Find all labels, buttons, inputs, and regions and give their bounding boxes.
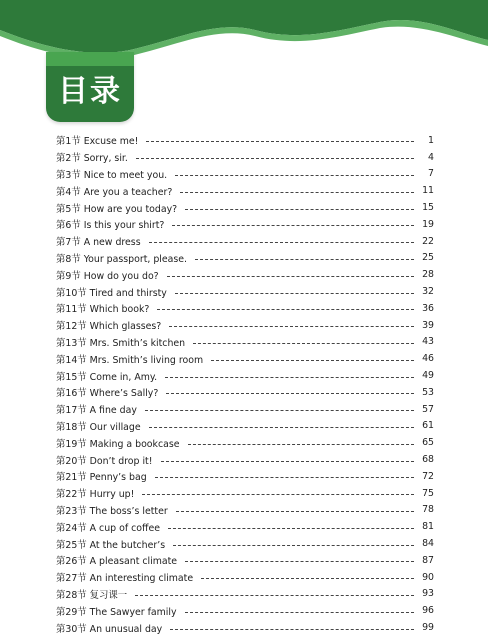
- toc-entry-title: 第11节 Which book?: [56, 304, 150, 316]
- toc-leader-dashes: [149, 426, 414, 428]
- toc-entry[interactable]: [56, 619, 434, 636]
- toc-leader-dashes: [176, 510, 414, 512]
- toc-leader-dashes: [165, 376, 414, 378]
- toc-entry-title: 第1节 Excuse me!: [56, 136, 139, 148]
- toc-entry-page-number: 75: [422, 487, 434, 499]
- toc-leader-dashes: [172, 224, 414, 226]
- toc-entry[interactable]: [56, 384, 434, 401]
- toc-entry[interactable]: [56, 300, 434, 317]
- toc-entry[interactable]: [56, 418, 434, 435]
- toc-entry[interactable]: [56, 552, 434, 569]
- toc-entry-title: 第28节 复习课一: [56, 589, 128, 601]
- toc-leader-dashes: [185, 208, 414, 210]
- title-tab: [46, 52, 134, 122]
- toc-entry[interactable]: [56, 166, 434, 183]
- toc-entry-page-number: 1: [428, 134, 434, 146]
- toc-entry-title: 第26节 A pleasant climate: [56, 556, 178, 568]
- toc-entry[interactable]: [56, 451, 434, 468]
- toc-leader-dashes: [146, 140, 414, 142]
- toc-entry[interactable]: [56, 569, 434, 586]
- toc-leader-dashes: [169, 325, 414, 327]
- toc-entry[interactable]: [56, 283, 434, 300]
- toc-entry-page-number: 49: [422, 370, 434, 382]
- toc-leader-dashes: [185, 611, 414, 613]
- toc-entry-page-number: 78: [422, 504, 434, 516]
- toc-entry[interactable]: [56, 535, 434, 552]
- toc-leader-dashes: [195, 258, 414, 260]
- toc-entry-page-number: 65: [422, 437, 434, 449]
- toc-entry-title: 第4节 Are you a teacher?: [56, 186, 173, 198]
- toc-entry-title: 第22节 Hurry up!: [56, 489, 135, 501]
- toc-entry-page-number: 32: [422, 286, 434, 298]
- table-of-contents: [56, 132, 434, 636]
- toc-leader-dashes: [166, 392, 414, 394]
- toc-entry-title: 第27节 An interesting climate: [56, 573, 194, 585]
- toc-leader-dashes: [136, 157, 414, 159]
- toc-leader-dashes: [167, 275, 414, 277]
- toc-entry-page-number: 28: [422, 269, 434, 281]
- toc-leader-dashes: [145, 409, 414, 411]
- toc-entry[interactable]: [56, 518, 434, 535]
- toc-entry-page-number: 22: [422, 235, 434, 247]
- toc-entry[interactable]: [56, 182, 434, 199]
- toc-entry-title: 第25节 At the butcher’s: [56, 539, 166, 551]
- toc-entry[interactable]: [56, 602, 434, 619]
- toc-entry[interactable]: [56, 586, 434, 603]
- toc-leader-dashes: [168, 527, 414, 529]
- toc-entry[interactable]: [56, 367, 434, 384]
- toc-leader-dashes: [211, 359, 414, 361]
- toc-entry-page-number: 68: [422, 454, 434, 466]
- toc-leader-dashes: [155, 476, 414, 478]
- toc-entry-title: 第2节 Sorry, sir.: [56, 153, 128, 165]
- toc-entry-title: 第23节 The boss’s letter: [56, 505, 168, 517]
- toc-leader-dashes: [175, 174, 414, 176]
- toc-entry[interactable]: [56, 434, 434, 451]
- toc-entry-page-number: 96: [422, 605, 434, 617]
- toc-entry-page-number: 36: [422, 302, 434, 314]
- toc-entry-page-number: 53: [422, 386, 434, 398]
- toc-entry-page-number: 99: [422, 622, 434, 633]
- toc-entry[interactable]: [56, 334, 434, 351]
- toc-entry-title: 第7节 A new dress: [56, 237, 141, 249]
- toc-leader-dashes: [193, 342, 414, 344]
- toc-entry[interactable]: [56, 233, 434, 250]
- toc-entry-page-number: 4: [428, 151, 434, 163]
- toc-entry-page-number: 11: [422, 185, 434, 197]
- toc-entry-title: 第16节 Where’s Sally?: [56, 388, 159, 400]
- toc-entry-page-number: 7: [428, 168, 434, 180]
- toc-entry-page-number: 72: [422, 470, 434, 482]
- toc-entry[interactable]: [56, 485, 434, 502]
- toc-leader-dashes: [142, 493, 414, 495]
- toc-entry-title: 第21节 Penny’s bag: [56, 472, 147, 484]
- toc-entry-title: 第29节 The Sawyer family: [56, 606, 177, 618]
- toc-entry-page-number: 81: [422, 521, 434, 533]
- toc-entry-title: 第10节 Tired and thirsty: [56, 287, 167, 299]
- toc-entry-title: 第20节 Don’t drop it!: [56, 455, 153, 467]
- toc-entry[interactable]: [56, 468, 434, 485]
- toc-entry-page-number: 61: [422, 420, 434, 432]
- toc-leader-dashes: [201, 577, 414, 579]
- page-title: 目录: [58, 74, 122, 109]
- toc-leader-dashes: [175, 292, 414, 294]
- toc-entry-title: 第17节 A fine day: [56, 405, 137, 417]
- toc-entry[interactable]: [56, 317, 434, 334]
- toc-entry[interactable]: [56, 266, 434, 283]
- toc-entry[interactable]: [56, 401, 434, 418]
- toc-entry-title: 第24节 A cup of coffee: [56, 522, 160, 534]
- toc-entry-page-number: 84: [422, 538, 434, 550]
- toc-entry-title: 第13节 Mrs. Smith’s kitchen: [56, 337, 186, 349]
- toc-entry-title: 第12节 Which glasses?: [56, 321, 162, 333]
- toc-leader-dashes: [161, 460, 415, 462]
- toc-entry-page-number: 39: [422, 319, 434, 331]
- toc-leader-dashes: [188, 443, 414, 445]
- title-tab-strip: [46, 52, 134, 66]
- toc-entry[interactable]: [56, 199, 434, 216]
- toc-entry[interactable]: [56, 250, 434, 267]
- toc-leader-dashes: [157, 308, 414, 310]
- toc-entry-page-number: 46: [422, 353, 434, 365]
- toc-leader-dashes: [135, 594, 414, 596]
- toc-leader-dashes: [173, 544, 414, 546]
- toc-entry-title: 第18节 Our village: [56, 421, 141, 433]
- toc-entry-title: 第8节 Your passport, please.: [56, 253, 188, 265]
- toc-entry[interactable]: [56, 149, 434, 166]
- toc-entry[interactable]: [56, 216, 434, 233]
- toc-entry-title: 第30节 An unusual day: [56, 623, 163, 635]
- toc-entry-page-number: 43: [422, 336, 434, 348]
- toc-entry-title: 第5节 How are you today?: [56, 203, 178, 215]
- toc-leader-dashes: [170, 628, 414, 630]
- toc-entry-title: 第15节 Come in, Amy.: [56, 371, 158, 383]
- toc-entry-title: 第6节 Is this your shirt?: [56, 220, 165, 232]
- toc-entry-page-number: 87: [422, 554, 434, 566]
- toc-entry-title: 第14节 Mrs. Smith’s living room: [56, 354, 204, 366]
- toc-entry-page-number: 93: [422, 588, 434, 600]
- toc-leader-dashes: [180, 191, 414, 193]
- toc-entry[interactable]: [56, 132, 434, 149]
- toc-leader-dashes: [149, 241, 414, 243]
- toc-entry-title: 第9节 How do you do?: [56, 270, 159, 282]
- toc-entry[interactable]: [56, 502, 434, 519]
- toc-leader-dashes: [185, 560, 414, 562]
- toc-entry-page-number: 90: [422, 571, 434, 583]
- toc-entry-page-number: 25: [422, 252, 434, 264]
- toc-entry-page-number: 57: [422, 403, 434, 415]
- toc-entry-title: 第3节 Nice to meet you.: [56, 169, 168, 181]
- toc-entry[interactable]: [56, 350, 434, 367]
- toc-entry-page-number: 15: [422, 202, 434, 214]
- toc-entry-page-number: 19: [422, 218, 434, 230]
- toc-entry-title: 第19节 Making a bookcase: [56, 438, 180, 450]
